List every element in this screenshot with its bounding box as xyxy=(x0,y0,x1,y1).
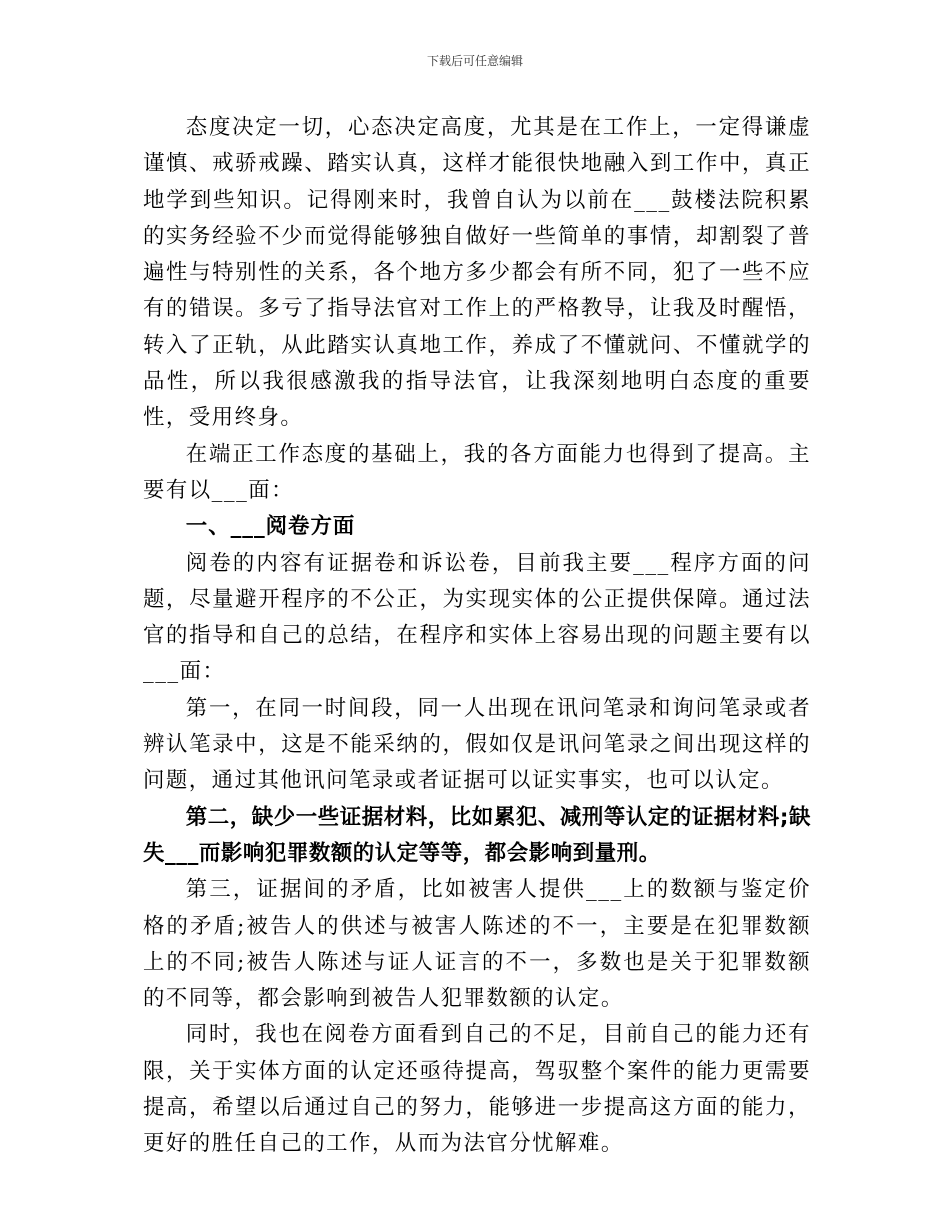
section-heading-reading-files: 一、___阅卷方面 xyxy=(185,514,356,540)
document-body xyxy=(143,110,811,1163)
paragraph-shortcomings: 同时，我也在阅卷方面看到自己的不足，目前自己的能力还有限，关于实体方面的认定还亟待提高，驾驭整个案件的能力更需要提高，希望以后通过自己的努力，能够进一步提高这方面的能力，更好的胜任自己的工作，从而为法官分忧解难。 xyxy=(143,1022,811,1157)
paragraph-point-third: 第三，证据间的矛盾，比如被害人提供___上的数额与鉴定价格的矛盾;被告人的供述与被害人陈述的不一，主要是在犯罪数额上的不同;被告人陈述与证人证言的不一，多数也是关于犯罪数额的不同等，都会影响到被告人犯罪数额的认定。 xyxy=(143,877,811,1012)
paragraph-abilities-intro: 在端正工作态度的基础上，我的各方面能力也得到了提高。主要有以___面： xyxy=(143,441,811,503)
paragraph-point-first: 第一，在同一时间段，同一人出现在讯问笔录和询问笔录或者辨认笔录中，这是不能采纳的，假如仅是讯问笔录之间出现这样的问题，通过其他讯问笔录或者证据可以证实事实，也可以认定。 xyxy=(143,695,811,794)
paragraph-reading-files: 阅卷的内容有证据卷和诉讼卷，目前我主要___程序方面的问题，尽量避开程序的不公正，为实现实体的公正提供保障。通过法官的指导和自己的总结，在程序和实体上容易出现的问题主要有以___面： xyxy=(143,550,811,685)
paragraph-point-second: 第二，缺少一些证据材料，比如累犯、减刑等认定的证据材料;缺失___而影响犯罪数额的认定等等，都会影响到量刑。 xyxy=(143,804,811,866)
page-header: 下载后可任意编辑 xyxy=(426,54,523,68)
paragraph-attitude: 态度决定一切，心态决定高度，尤其是在工作上，一定得谦虚谨慎、戒骄戒躁、踏实认真，这样才能很快地融入到工作中，真正地学到些知识。记得刚来时，我曾自认为以前在___鼓楼法院积累的实务经验不少而觉得能够独自做好一些简单的事情，却割裂了普遍性与特别性的关系，各个地方多少都会有所不同，犯了一些不应有的错误。多亏了指导法官对工作上的严格教导，让我及时醒悟，转入了正轨，从此踏实认真地工作，养成了不懂就问、不懂就学的品性，所以我很感激我的指导法官，让我深刻地明白态度的重要性，受用终身。 xyxy=(143,115,811,431)
